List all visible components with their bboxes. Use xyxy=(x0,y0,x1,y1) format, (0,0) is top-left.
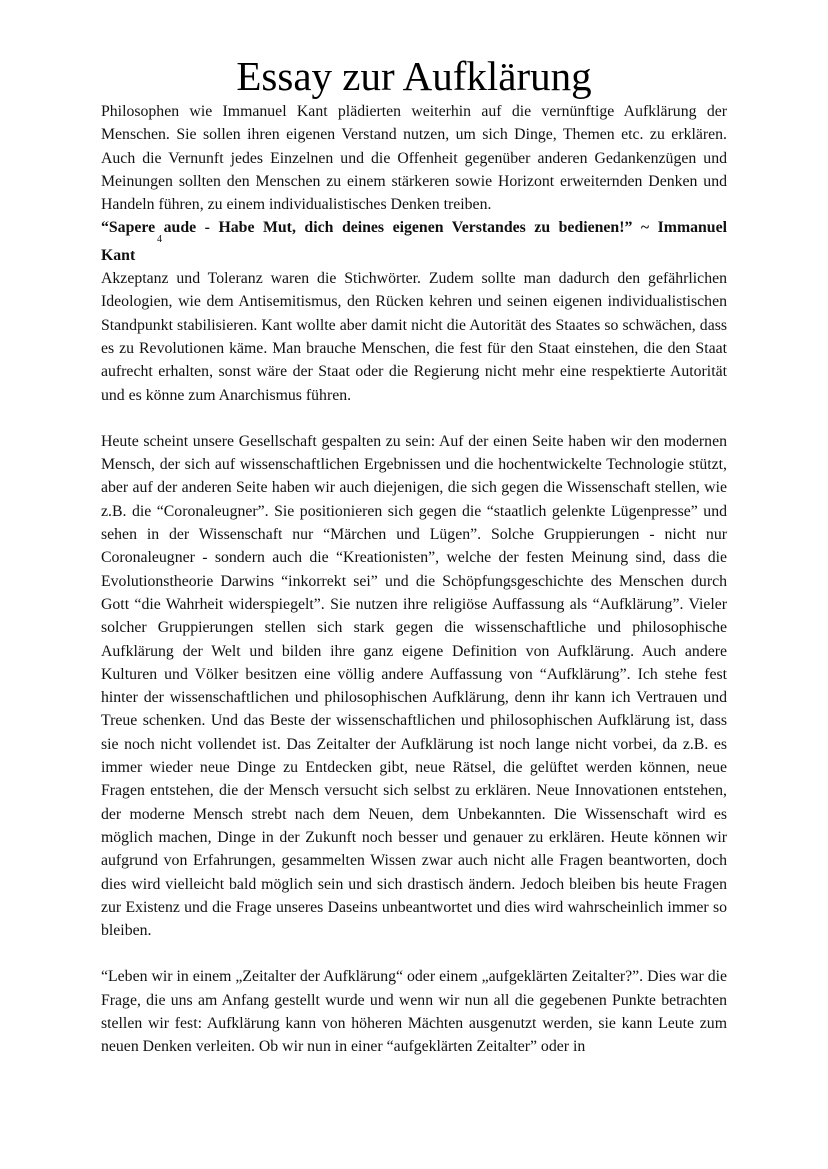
paragraph-gap xyxy=(101,942,727,965)
document-body xyxy=(101,100,727,1059)
quote-author-name: Kant xyxy=(101,246,136,264)
footnote-marker: 4 xyxy=(157,233,162,245)
document-title: Essay zur Aufklärung xyxy=(236,53,592,99)
kant-paragraph: Akzeptanz und Toleranz waren die Stichwörter. Zudem sollte man dadurch den gefährlichen Ideologien, wie dem Antisemitismus, den Rücken kehren und seinen eigenen individualistischen Standpunkt stabilisieren. Kant wollte aber damit nicht die Autorität des Staates so schwächen, dass es zu Revolutionen käme. Man brauche Menschen, die fest für den Staat einstehen, die den Staat aufrecht erhalten, sonst wäre der Staat oder die Regierung nicht mehr eine respektierte Autorität und es könne zum Anarchismus führen. xyxy=(101,270,727,404)
intro-paragraph: Philosophen wie Immanuel Kant plädierten weiterhin auf die vernünftige Aufklärung der Menschen. Sie sollen ihren eigenen Verstand nutzen, um sich Dinge, Themen etc. zu erklären. Auch die Vernunft jedes Einzelnen und die Offenheit gegenüber anderen Gedankenzügen und Meinungen sollten den Menschen zu einem stärkeren sowie Horizont erweiternden Denken und Handeln führen, zu einem individualistisches Denken treiben. xyxy=(101,103,727,214)
conclusion-paragraph: “Leben wir in einem „Zeitalter der Aufklärung“ oder einem „aufgeklärten Zeitalter?”. Dies war die Frage, die uns am Anfang gestellt wurde und wenn wir nun all die gegebenen Punkte betrachten stellen wir fest: Aufklärung kann von höheren Mächten ausgenutzt werden, sie kann Leute zum neuen Denken verleiten. Ob wir nun in einer “aufgeklärten Zeitalter” oder in xyxy=(101,968,727,1056)
paragraph-gap xyxy=(101,407,727,430)
kant-quote: “Sapere aude - Habe Mut, dich deines eigenen Verstandes zu bedienen!” ~ Immanuel xyxy=(101,219,727,237)
quote-author xyxy=(101,233,727,267)
society-paragraph: Heute scheint unsere Gesellschaft gespalten zu sein: Auf der einen Seite haben wir den modernen Mensch, der sich auf wissenschaftlichen Ergebnissen und die hochentwickelte Technologie stützt, aber auf der anderen Seite haben wir auch diejenigen, die sich gegen die Wissenschaft stellen, wie z.B. die “Coronaleugner”. Sie positionieren sich gegen die “staatlich gelenkte Lügenpresse” und sehen in der Wissenschaft nur “Märchen und Lügen”. Solche Gruppierungen - nicht nur Coronaleugner - sondern auch die “Kreationisten”, welche der festen Meinung sind, dass die Evolutionstheorie Darwins “inkorrekt sei” und die Schöpfungsgeschichte des Menschen durch Gott “die Wahrheit widerspiegelt”. Sie nutzen ihre religiöse Auffassung als “Aufklärung”. Vieler solcher Gruppierungen stellen sich stark gegen die wissenschaftliche und philosophische Aufklärung der Welt und bilden ihre ganz eigene Definition von Aufklärung. Auch andere Kulturen und Völker besitzen eine völlig andere Auffassung von “Aufklärung”. Ich stehe fest hinter der wissenschaftlichen und philosophischen Aufklärung, denn ihr kann ich Vertrauen und Treue schenken. Und das Beste der wissenschaftlichen und philosophischen Aufklärung ist, dass sie noch nicht vollendet ist. Das Zeitalter der Aufklärung ist noch lange nicht vorbei, da z.B. es immer wieder neue Dinge zu Entdecken gibt, neue Rätsel, die gelüftet werden können, neue Fragen entstehen, die der Mensch versucht sich selbst zu erklären. Neue Innovationen entstehen, der moderne Mensch strebt nach dem Neuen, dem Unbekannten. Die Wissenschaft wird es möglich machen, Dinge in der Zukunft noch besser und genauer zu erklären. Heute können wir aufgrund von Erfahrungen, gesammelten Wissen zwar auch nicht alle Fragen beantworten, doch dies wird vielleicht bald möglich sein und sich drastisch ändern. Jedoch bleiben bis heute Fragen zur Existenz und die Frage unseres Daseins unbeantwortet und dies wird wahrscheinlich immer so bleiben. xyxy=(101,432,727,940)
